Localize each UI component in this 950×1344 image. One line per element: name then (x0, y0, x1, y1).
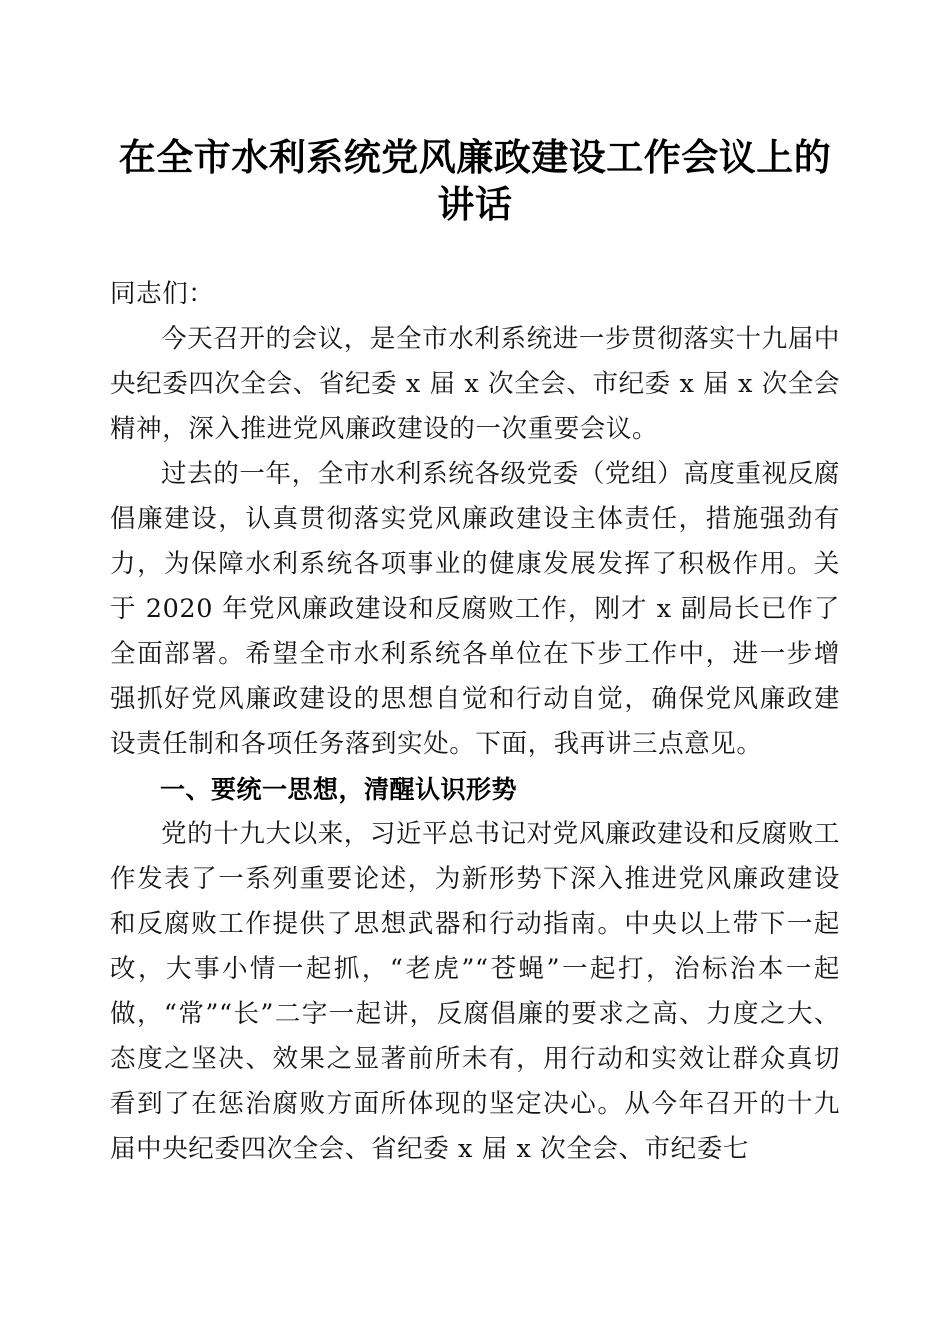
paragraph-review: 过去的一年，全市水利系统各级党委（党组）高度重视反腐倡廉建设，认真贯彻落实党风廉政建设主体责任，措施强劲有力，为保障水利系统各项事业的健康发展发挥了积极作用。关于 2020 年党风廉政建设和反腐败工作，刚才 x 副局长已作了全面部署。希望全市水利系统各单位在下步工作中，进一步增强抓好党风廉政建设的思想自觉和行动自觉，确保党风廉政建设责任制和各项任务落到实处。下面，我再讲三点意见。 (110, 459, 840, 759)
section-one-paragraph: 党的十九大以来，习近平总书记对党风廉政建设和反腐败工作发表了一系列重要论述，为新形势下深入推进党风廉政建设和反腐败工作提供了思想武器和行动指南。中央以上带下一起改，大事小情一起抓，“老虎”“苍蝇”一起打，治标治本一起做，“常”“长”二字一起讲，反腐倡廉的要求之高、力度之大、态度之坚决、效果之显著前所未有，用行动和实效让群众真切看到了在惩治腐败方面所体现的坚定决心。从今年召开的十九届中央纪委四次全会、省纪委 x 届 x 次全会、市纪委七 (110, 819, 840, 1164)
document-title: 在全市水利系统党风廉政建设工作会议上的讲话 (118, 135, 832, 226)
paragraph-opening: 今天召开的会议，是全市水利系统进一步贯彻落实十九届中央纪委四次全会、省纪委 x 届 x 次全会、市纪委 x 届 x 次全会精神，深入推进党风廉政建设的一次重要会议。 (110, 324, 840, 444)
salutation-line: 同志们： (110, 279, 215, 309)
document-body (0, 272, 950, 1172)
section-heading-one: 一、要统一思想，清醒认识形势 (160, 775, 518, 804)
